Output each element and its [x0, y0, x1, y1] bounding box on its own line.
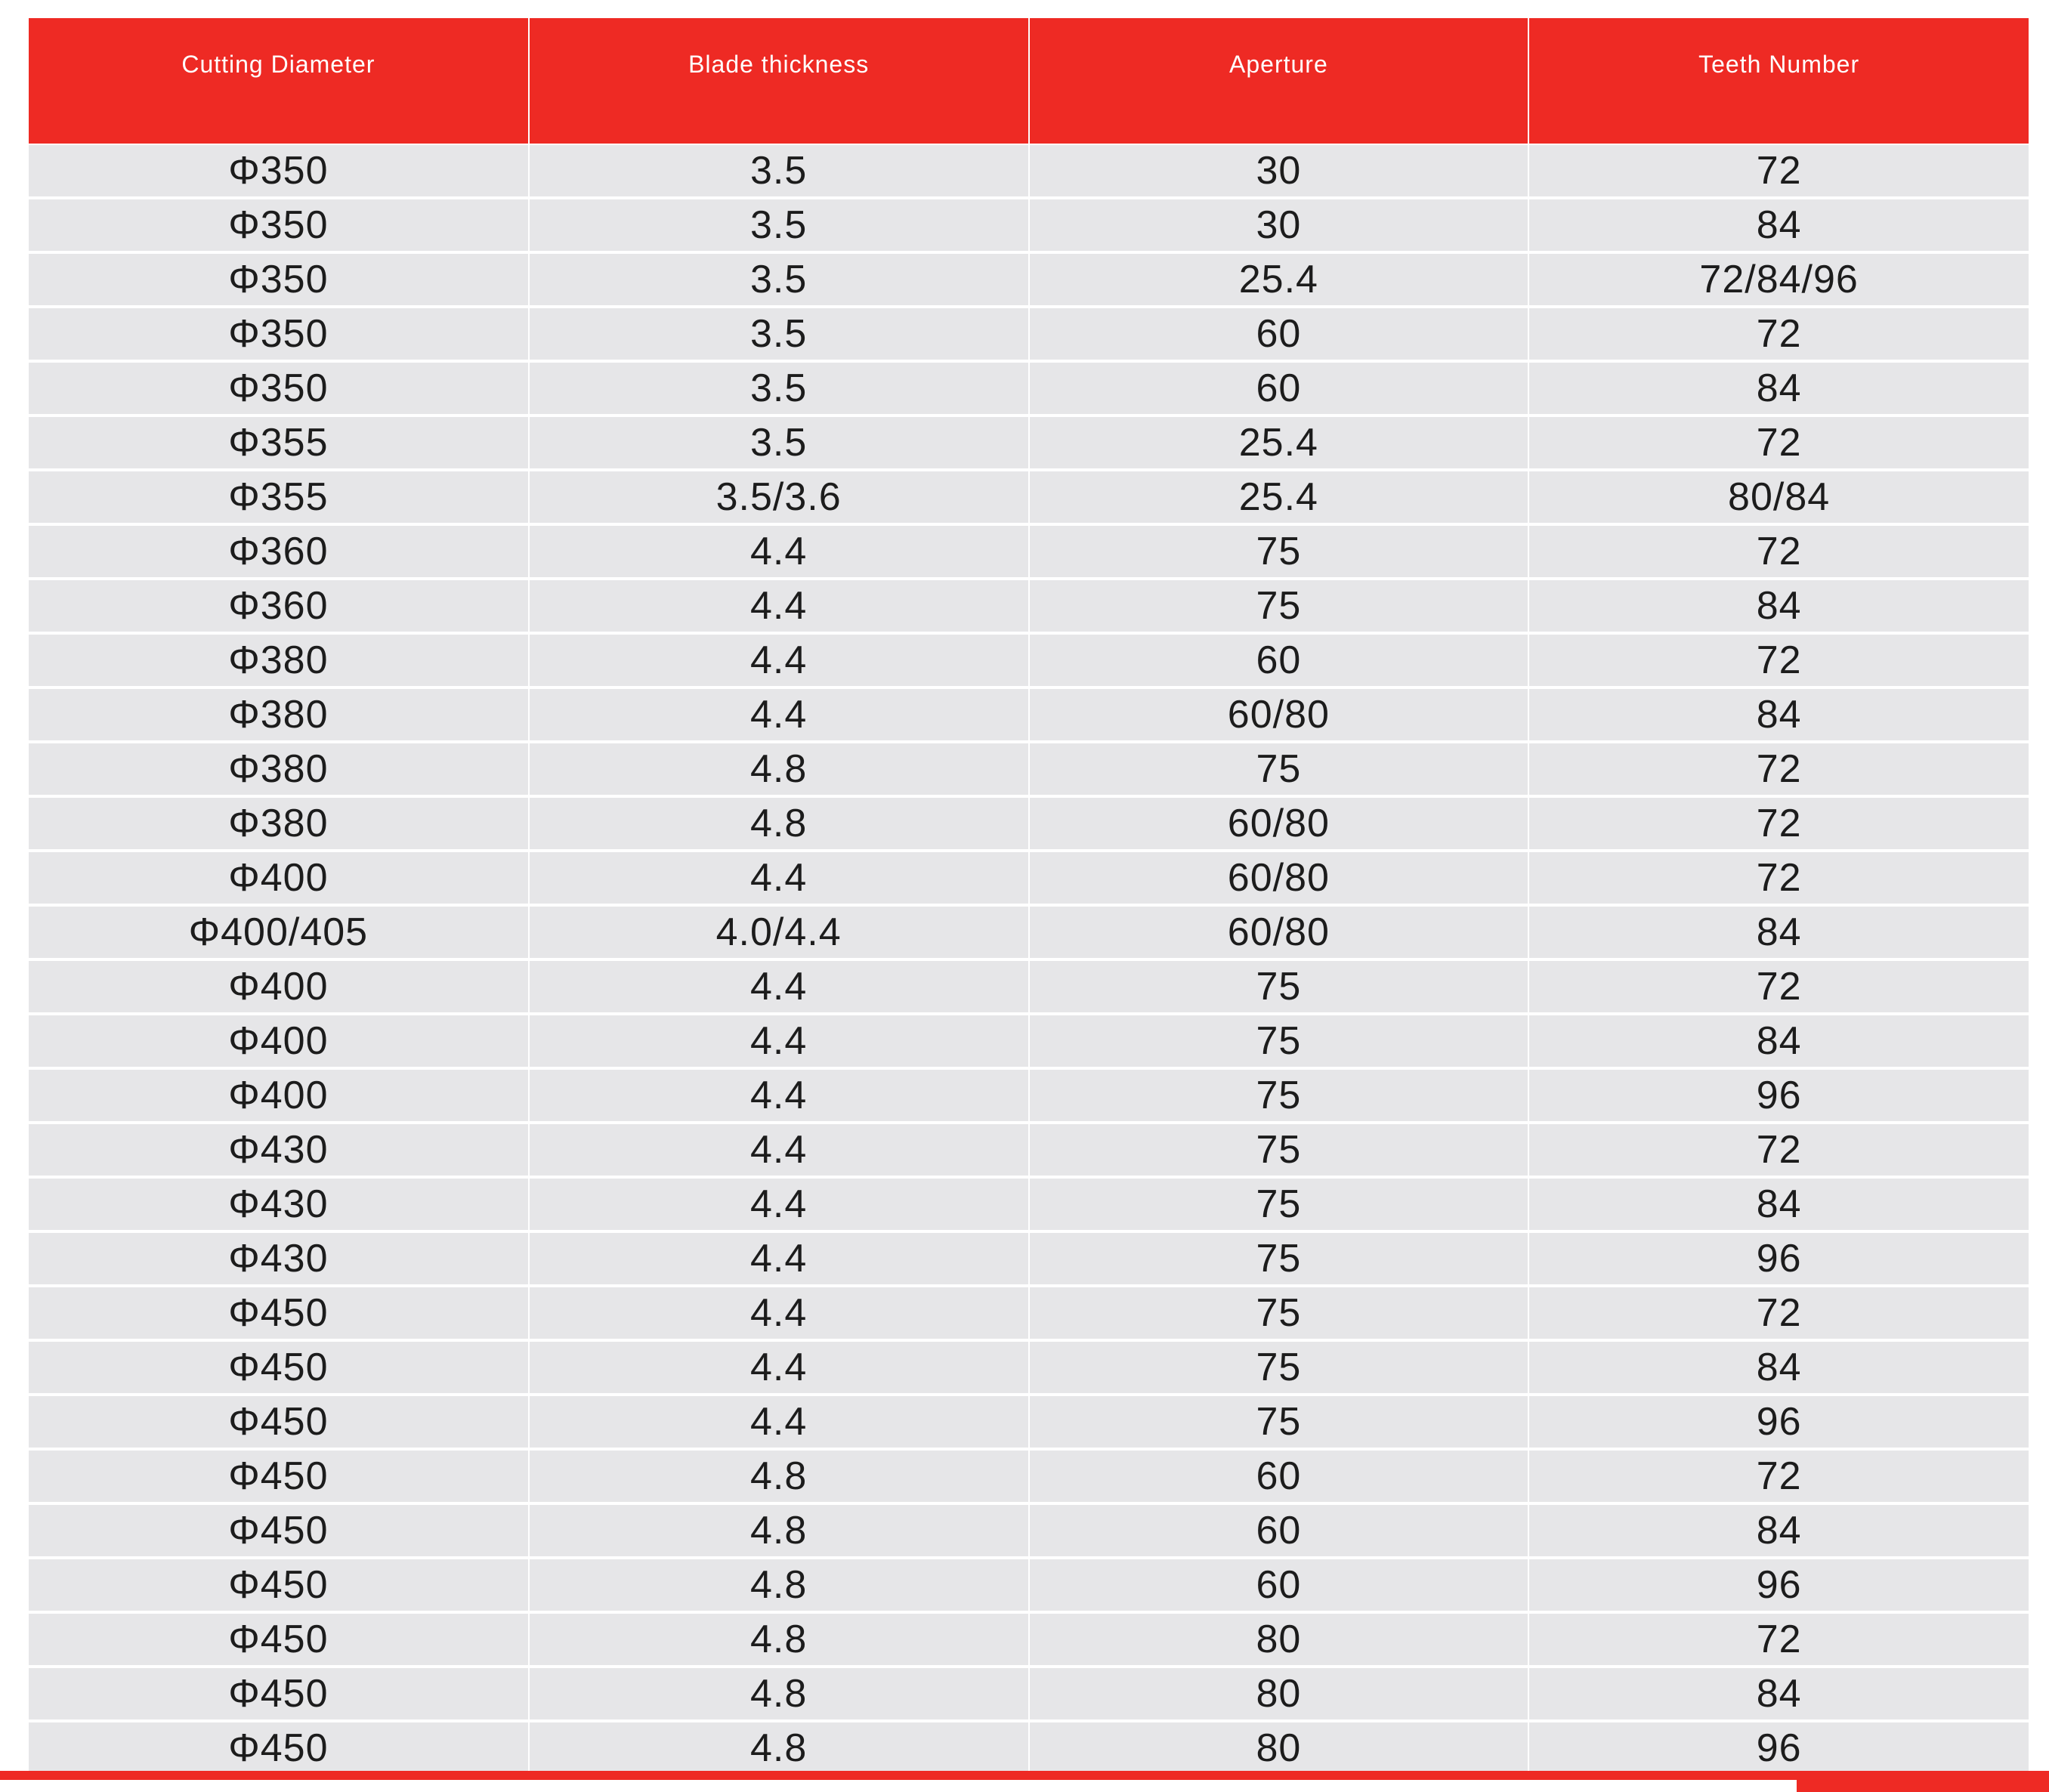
cutting-diameter-cell: Φ350 [29, 198, 529, 252]
cutting-diameter-cell: Φ355 [29, 416, 529, 470]
header-cutting-diameter: Cutting Diameter [29, 18, 529, 144]
header-blade-thickness: Blade thickness [529, 18, 1029, 144]
cutting-diameter-cell: Φ380 [29, 687, 529, 742]
table-row [29, 307, 2029, 361]
header-row [29, 18, 2029, 144]
aperture-cell: 75 [1029, 1340, 1529, 1395]
cutting-diameter-cell: Φ450 [29, 1340, 529, 1395]
teeth-number-cell: 72 [1528, 1123, 2029, 1177]
aperture-cell: 25.4 [1029, 416, 1529, 470]
blade-thickness-cell: 4.8 [529, 742, 1029, 796]
cutting-diameter-cell: Φ360 [29, 579, 529, 633]
cutting-diameter-cell: Φ450 [29, 1612, 529, 1667]
table-row [29, 905, 2029, 959]
table-row [29, 1449, 2029, 1503]
table-row [29, 252, 2029, 307]
aperture-cell: 60 [1029, 1503, 1529, 1558]
blade-thickness-cell: 4.4 [529, 1231, 1029, 1286]
blade-thickness-cell: 4.4 [529, 1068, 1029, 1123]
blade-thickness-cell: 4.4 [529, 524, 1029, 579]
table-row [29, 1395, 2029, 1449]
table-row [29, 1014, 2029, 1068]
teeth-number-cell: 72 [1528, 1286, 2029, 1340]
teeth-number-cell: 96 [1528, 1231, 2029, 1286]
cutting-diameter-cell: Φ350 [29, 144, 529, 198]
teeth-number-cell: 84 [1528, 905, 2029, 959]
cutting-diameter-cell: Φ380 [29, 796, 529, 851]
aperture-cell: 60 [1029, 307, 1529, 361]
cutting-diameter-cell: Φ350 [29, 361, 529, 416]
aperture-cell: 75 [1029, 1123, 1529, 1177]
table-row [29, 633, 2029, 687]
cutting-diameter-cell: Φ450 [29, 1449, 529, 1503]
cutting-diameter-cell: Φ350 [29, 252, 529, 307]
aperture-cell: 75 [1029, 1068, 1529, 1123]
blade-thickness-cell: 4.8 [529, 1503, 1029, 1558]
cutting-diameter-cell: Φ350 [29, 307, 529, 361]
teeth-number-cell: 84 [1528, 1503, 2029, 1558]
blade-thickness-cell: 4.4 [529, 1286, 1029, 1340]
cutting-diameter-cell: Φ450 [29, 1395, 529, 1449]
cutting-diameter-cell: Φ430 [29, 1231, 529, 1286]
aperture-cell: 60/80 [1029, 796, 1529, 851]
blade-thickness-cell: 4.8 [529, 1612, 1029, 1667]
blade-thickness-cell: 4.4 [529, 633, 1029, 687]
cutting-diameter-cell: Φ400 [29, 1014, 529, 1068]
cutting-diameter-cell: Φ450 [29, 1667, 529, 1721]
table-row [29, 416, 2029, 470]
teeth-number-cell: 84 [1528, 1667, 2029, 1721]
blade-thickness-cell: 4.4 [529, 687, 1029, 742]
aperture-cell: 60 [1029, 1558, 1529, 1612]
table-row [29, 198, 2029, 252]
cutting-diameter-cell: Φ450 [29, 1286, 529, 1340]
aperture-cell: 80 [1029, 1667, 1529, 1721]
teeth-number-cell: 84 [1528, 361, 2029, 416]
table-row [29, 1286, 2029, 1340]
page-number-tab [1797, 1778, 2049, 1792]
teeth-number-cell: 72 [1528, 742, 2029, 796]
blade-thickness-cell: 4.8 [529, 1721, 1029, 1774]
blade-thickness-cell: 4.8 [529, 796, 1029, 851]
blade-thickness-cell: 3.5 [529, 416, 1029, 470]
aperture-cell: 75 [1029, 1286, 1529, 1340]
header-aperture: Aperture [1029, 18, 1529, 144]
aperture-cell: 25.4 [1029, 470, 1529, 524]
blade-thickness-cell: 4.8 [529, 1667, 1029, 1721]
table-row [29, 1123, 2029, 1177]
blade-thickness-cell: 4.4 [529, 1014, 1029, 1068]
aperture-cell: 30 [1029, 198, 1529, 252]
teeth-number-cell: 72 [1528, 307, 2029, 361]
aperture-cell: 75 [1029, 1395, 1529, 1449]
aperture-cell: 80 [1029, 1721, 1529, 1774]
aperture-cell: 80 [1029, 1612, 1529, 1667]
spec-table [29, 18, 2029, 1774]
teeth-number-cell: 84 [1528, 1177, 2029, 1231]
cutting-diameter-cell: Φ400/405 [29, 905, 529, 959]
aperture-cell: 75 [1029, 1177, 1529, 1231]
aperture-cell: 75 [1029, 1014, 1529, 1068]
blade-thickness-cell: 3.5 [529, 144, 1029, 198]
blade-thickness-cell: 3.5 [529, 307, 1029, 361]
aperture-cell: 60 [1029, 361, 1529, 416]
table-row [29, 687, 2029, 742]
teeth-number-cell: 72 [1528, 1612, 2029, 1667]
table-row [29, 1612, 2029, 1667]
table-row [29, 1558, 2029, 1612]
table-row [29, 524, 2029, 579]
aperture-cell: 30 [1029, 144, 1529, 198]
aperture-cell: 75 [1029, 524, 1529, 579]
aperture-cell: 25.4 [1029, 252, 1529, 307]
aperture-cell: 60 [1029, 633, 1529, 687]
teeth-number-cell: 84 [1528, 579, 2029, 633]
blade-thickness-cell: 3.5 [529, 252, 1029, 307]
cutting-diameter-cell: Φ400 [29, 1068, 529, 1123]
blade-thickness-cell: 4.4 [529, 851, 1029, 905]
teeth-number-cell: 72 [1528, 1449, 2029, 1503]
teeth-number-cell: 84 [1528, 1340, 2029, 1395]
teeth-number-cell: 72 [1528, 524, 2029, 579]
cutting-diameter-cell: Φ450 [29, 1503, 529, 1558]
teeth-number-cell: 84 [1528, 687, 2029, 742]
aperture-cell: 60 [1029, 1449, 1529, 1503]
cutting-diameter-cell: Φ380 [29, 633, 529, 687]
cutting-diameter-cell: Φ400 [29, 959, 529, 1014]
blade-thickness-cell: 4.4 [529, 959, 1029, 1014]
teeth-number-cell: 80/84 [1528, 470, 2029, 524]
teeth-number-cell: 84 [1528, 198, 2029, 252]
cutting-diameter-cell: Φ380 [29, 742, 529, 796]
cutting-diameter-cell: Φ360 [29, 524, 529, 579]
teeth-number-cell: 72 [1528, 416, 2029, 470]
table-row [29, 144, 2029, 198]
table-row [29, 1068, 2029, 1123]
aperture-cell: 60/80 [1029, 905, 1529, 959]
aperture-cell: 75 [1029, 742, 1529, 796]
blade-thickness-cell: 3.5 [529, 198, 1029, 252]
teeth-number-cell: 72 [1528, 633, 2029, 687]
blade-thickness-cell: 4.8 [529, 1449, 1029, 1503]
blade-thickness-cell: 4.4 [529, 1123, 1029, 1177]
teeth-number-cell: 84 [1528, 1014, 2029, 1068]
aperture-cell: 60/80 [1029, 687, 1529, 742]
table-row [29, 796, 2029, 851]
aperture-cell: 75 [1029, 579, 1529, 633]
teeth-number-cell: 96 [1528, 1395, 2029, 1449]
footer-bar [0, 1771, 2049, 1780]
table-row [29, 1177, 2029, 1231]
table-row [29, 1721, 2029, 1774]
table-row [29, 1667, 2029, 1721]
table-row [29, 579, 2029, 633]
blade-thickness-cell: 3.5/3.6 [529, 470, 1029, 524]
cutting-diameter-cell: Φ430 [29, 1123, 529, 1177]
cutting-diameter-cell: Φ450 [29, 1558, 529, 1612]
blade-thickness-cell: 4.4 [529, 1340, 1029, 1395]
table-row [29, 959, 2029, 1014]
table-body [29, 144, 2029, 1774]
table-row [29, 1340, 2029, 1395]
table-row [29, 1503, 2029, 1558]
cutting-diameter-cell: Φ355 [29, 470, 529, 524]
teeth-number-cell: 96 [1528, 1068, 2029, 1123]
table-row [29, 742, 2029, 796]
table-row [29, 470, 2029, 524]
blade-thickness-cell: 4.8 [529, 1558, 1029, 1612]
aperture-cell: 60/80 [1029, 851, 1529, 905]
aperture-cell: 75 [1029, 1231, 1529, 1286]
cutting-diameter-cell: Φ450 [29, 1721, 529, 1774]
cutting-diameter-cell: Φ430 [29, 1177, 529, 1231]
teeth-number-cell: 72/84/96 [1528, 252, 2029, 307]
teeth-number-cell: 72 [1528, 851, 2029, 905]
cutting-diameter-cell: Φ400 [29, 851, 529, 905]
teeth-number-cell: 72 [1528, 144, 2029, 198]
teeth-number-cell: 96 [1528, 1558, 2029, 1612]
header-teeth-number: Teeth Number [1528, 18, 2029, 144]
blade-thickness-cell: 4.4 [529, 579, 1029, 633]
blade-thickness-cell: 3.5 [529, 361, 1029, 416]
aperture-cell: 75 [1029, 959, 1529, 1014]
blade-thickness-cell: 4.0/4.4 [529, 905, 1029, 959]
blade-thickness-cell: 4.4 [529, 1395, 1029, 1449]
table-row [29, 851, 2029, 905]
blade-thickness-cell: 4.4 [529, 1177, 1029, 1231]
table-row [29, 361, 2029, 416]
teeth-number-cell: 96 [1528, 1721, 2029, 1774]
teeth-number-cell: 72 [1528, 796, 2029, 851]
teeth-number-cell: 72 [1528, 959, 2029, 1014]
table-row [29, 1231, 2029, 1286]
